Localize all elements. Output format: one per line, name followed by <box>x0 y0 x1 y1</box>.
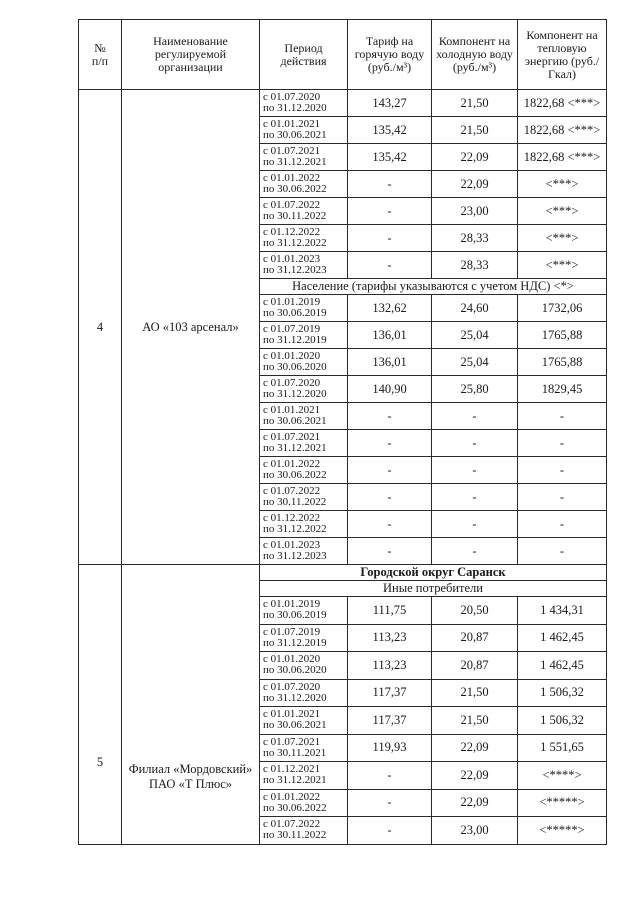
heat-energy-value: 1822,68 <***> <box>518 90 607 117</box>
period-cell <box>260 762 348 790</box>
period-to: по 30.06.2022 <box>263 469 327 481</box>
org-name: АО «103 арсенал» <box>122 90 260 565</box>
hot-water-value: - <box>348 817 432 845</box>
hot-water-value: 136,01 <box>348 322 432 349</box>
hot-water-value: 113,23 <box>348 652 432 680</box>
period-from: с 01.07.2021 <box>263 735 321 748</box>
period-from: с 01.12.2022 <box>263 226 321 238</box>
period-cell <box>260 295 348 322</box>
row-number: 4 <box>79 90 122 565</box>
period-to: по 31.12.2023 <box>263 550 327 562</box>
hot-water-value: 119,93 <box>348 734 432 762</box>
period-to: по 31.12.2022 <box>263 523 327 535</box>
heat-energy-value: - <box>518 403 607 430</box>
period-to: по 31.12.2022 <box>263 237 327 249</box>
period-cell <box>260 171 348 198</box>
col-num-header: № п/п <box>79 20 122 90</box>
period-to: по 30.06.2019 <box>263 609 327 622</box>
cold-water-value: - <box>432 457 518 484</box>
period-to: по 30.06.2021 <box>263 129 327 141</box>
cold-water-value: - <box>432 511 518 538</box>
hot-water-value: 111,75 <box>348 597 432 625</box>
cold-water-value: 20,87 <box>432 652 518 680</box>
period-to: по 31.12.2019 <box>263 334 327 346</box>
period-to: по 30.06.2022 <box>263 183 327 195</box>
period-from: с 01.07.2019 <box>263 625 321 638</box>
period-cell <box>260 652 348 680</box>
col-hot-header: Тариф на горячую воду (руб./м³) <box>348 20 432 90</box>
period-cell <box>260 707 348 735</box>
period-from: с 01.01.2022 <box>263 790 321 803</box>
period-from: с 01.07.2020 <box>263 680 321 693</box>
col-cold-header: Компонент на холодную воду (руб./м³) <box>432 20 518 90</box>
period-to: по 30.11.2022 <box>263 210 327 222</box>
period-cell <box>260 597 348 625</box>
period-from: с 01.07.2020 <box>263 377 321 389</box>
hot-water-value: - <box>348 225 432 252</box>
cold-water-value: 22,09 <box>432 734 518 762</box>
district-label: Городской округ Саранск <box>260 565 607 581</box>
col-org-header: Наименование регулируемой организации <box>122 20 260 90</box>
cold-water-value: - <box>432 430 518 457</box>
period-cell <box>260 624 348 652</box>
heat-energy-value: <***> <box>518 198 607 225</box>
hot-water-value: - <box>348 511 432 538</box>
header-row <box>79 20 607 90</box>
col-heat-header: Компонент на тепловую энергию (руб./Гкал) <box>518 20 607 90</box>
cold-water-value: 22,09 <box>432 171 518 198</box>
period-cell <box>260 90 348 117</box>
hot-water-value: - <box>348 198 432 225</box>
heat-energy-value: <*****> <box>518 789 607 817</box>
heat-energy-value: - <box>518 511 607 538</box>
heat-energy-value: <*****> <box>518 817 607 845</box>
heat-energy-value: <***> <box>518 171 607 198</box>
period-from: с 01.07.2021 <box>263 145 321 157</box>
period-from: с 01.01.2023 <box>263 539 321 551</box>
heat-energy-value: - <box>518 430 607 457</box>
hot-water-value: - <box>348 252 432 279</box>
hot-water-value: - <box>348 762 432 790</box>
period-to: по 31.12.2023 <box>263 264 327 276</box>
heat-energy-value: 1 506,32 <box>518 679 607 707</box>
cold-water-value: 25,04 <box>432 349 518 376</box>
period-from: с 01.01.2019 <box>263 598 321 611</box>
hot-water-value: - <box>348 789 432 817</box>
hot-water-value: 140,90 <box>348 376 432 403</box>
cold-water-value: 23,00 <box>432 198 518 225</box>
period-to: по 30.06.2020 <box>263 664 327 677</box>
period-to: по 31.12.2020 <box>263 691 327 704</box>
cold-water-value: 21,50 <box>432 90 518 117</box>
period-cell <box>260 484 348 511</box>
heat-energy-value: 1765,88 <box>518 322 607 349</box>
heat-energy-value: <***> <box>518 252 607 279</box>
cold-water-value: 24,60 <box>432 295 518 322</box>
period-cell <box>260 225 348 252</box>
period-cell <box>260 252 348 279</box>
tariff-table <box>78 19 607 845</box>
heat-energy-value: 1 462,45 <box>518 652 607 680</box>
heat-energy-value: 1765,88 <box>518 349 607 376</box>
hot-water-value: - <box>348 430 432 457</box>
cold-water-value: 22,09 <box>432 144 518 171</box>
hot-water-value: - <box>348 171 432 198</box>
cold-water-value: 22,09 <box>432 789 518 817</box>
cold-water-value: 22,09 <box>432 762 518 790</box>
period-cell <box>260 376 348 403</box>
period-cell <box>260 789 348 817</box>
hot-water-value: 117,37 <box>348 679 432 707</box>
period-to: по 31.12.2020 <box>263 102 327 114</box>
col-period-header: Период действия <box>260 20 348 90</box>
period-to: по 31.12.2020 <box>263 388 327 400</box>
cold-water-value: - <box>432 484 518 511</box>
period-from: с 01.07.2021 <box>263 431 321 443</box>
heat-energy-value: - <box>518 538 607 565</box>
heat-energy-value: - <box>518 484 607 511</box>
period-cell <box>260 679 348 707</box>
period-from: с 01.01.2020 <box>263 653 321 666</box>
hot-water-value: - <box>348 538 432 565</box>
cold-water-value: 28,33 <box>432 252 518 279</box>
period-to: по 30.06.2022 <box>263 801 327 814</box>
heat-energy-value: 1 551,65 <box>518 734 607 762</box>
heat-energy-value: 1 434,31 <box>518 597 607 625</box>
hot-water-value: 135,42 <box>348 144 432 171</box>
cold-water-value: 28,33 <box>432 225 518 252</box>
period-cell <box>260 349 348 376</box>
period-from: с 01.01.2022 <box>263 172 321 184</box>
heat-energy-value: 1822,68 <***> <box>518 117 607 144</box>
period-to: по 31.12.2021 <box>263 442 327 454</box>
row-number: 5 <box>79 565 122 845</box>
heat-energy-value: <***> <box>518 225 607 252</box>
heat-energy-value: 1829,45 <box>518 376 607 403</box>
hot-water-value: - <box>348 484 432 511</box>
period-from: с 01.01.2022 <box>263 458 321 470</box>
period-cell <box>260 322 348 349</box>
period-cell <box>260 457 348 484</box>
cold-water-value: 21,50 <box>432 707 518 735</box>
period-from: с 01.07.2022 <box>263 818 321 831</box>
period-to: по 30.11.2022 <box>263 829 327 842</box>
period-from: с 01.01.2021 <box>263 404 321 416</box>
org-name: Филиал «Мордовский» ПАО «Т Плюс» <box>122 565 260 845</box>
period-cell <box>260 511 348 538</box>
other-consumers-label: Иные потребители <box>260 581 607 597</box>
period-to: по 30.06.2021 <box>263 415 327 427</box>
period-to: по 31.12.2021 <box>263 774 327 787</box>
heat-energy-value: 1822,68 <***> <box>518 144 607 171</box>
period-to: по 31.12.2019 <box>263 636 327 649</box>
hot-water-value: - <box>348 457 432 484</box>
table-row <box>79 90 607 117</box>
heat-energy-value: 1 506,32 <box>518 707 607 735</box>
period-from: с 01.01.2021 <box>263 118 321 130</box>
cold-water-value: 25,80 <box>432 376 518 403</box>
heat-energy-value: <****> <box>518 762 607 790</box>
heat-energy-value: - <box>518 457 607 484</box>
period-to: по 30.11.2021 <box>263 746 327 759</box>
hot-water-value: 132,62 <box>348 295 432 322</box>
period-cell <box>260 198 348 225</box>
hot-water-value: 113,23 <box>348 624 432 652</box>
period-to: по 30.06.2019 <box>263 307 327 319</box>
period-from: с 01.01.2020 <box>263 350 321 362</box>
hot-water-value: - <box>348 403 432 430</box>
period-to: по 30.11.2022 <box>263 496 327 508</box>
period-cell <box>260 734 348 762</box>
period-from: с 01.07.2022 <box>263 199 321 211</box>
cold-water-value: 21,50 <box>432 117 518 144</box>
period-from: с 01.12.2021 <box>263 763 321 776</box>
section-row <box>79 565 607 581</box>
period-from: с 01.07.2022 <box>263 485 321 497</box>
cold-water-value: 20,87 <box>432 624 518 652</box>
hot-water-value: 143,27 <box>348 90 432 117</box>
cold-water-value: - <box>432 403 518 430</box>
hot-water-value: 117,37 <box>348 707 432 735</box>
hot-water-value: 136,01 <box>348 349 432 376</box>
cold-water-value: 20,50 <box>432 597 518 625</box>
period-from: с 01.01.2021 <box>263 708 321 721</box>
period-cell <box>260 403 348 430</box>
period-from: с 01.12.2022 <box>263 512 321 524</box>
period-cell <box>260 430 348 457</box>
period-from: с 01.07.2020 <box>263 91 321 103</box>
heat-energy-value: 1 462,45 <box>518 624 607 652</box>
period-to: по 31.12.2021 <box>263 156 327 168</box>
heat-energy-value: 1732,06 <box>518 295 607 322</box>
cold-water-value: - <box>432 538 518 565</box>
period-to: по 30.06.2020 <box>263 361 327 373</box>
period-from: с 01.01.2023 <box>263 253 321 265</box>
hot-water-value: 135,42 <box>348 117 432 144</box>
period-cell <box>260 817 348 845</box>
period-from: с 01.07.2019 <box>263 323 321 335</box>
cold-water-value: 23,00 <box>432 817 518 845</box>
period-cell <box>260 538 348 565</box>
period-to: по 30.06.2021 <box>263 719 327 732</box>
cold-water-value: 21,50 <box>432 679 518 707</box>
period-cell <box>260 117 348 144</box>
cold-water-value: 25,04 <box>432 322 518 349</box>
period-from: с 01.01.2019 <box>263 296 321 308</box>
population-label: Население (тарифы указываются с учетом НДС) <*> <box>260 279 607 295</box>
period-cell <box>260 144 348 171</box>
